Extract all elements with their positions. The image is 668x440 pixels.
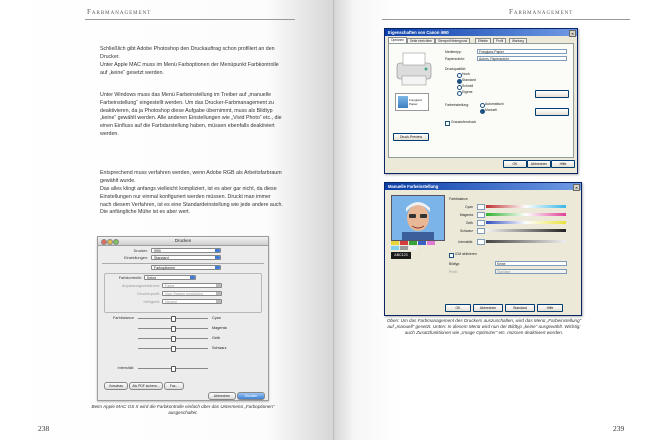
slider-label: Cyan	[212, 316, 221, 320]
media-select[interactable]: Fotoglanz Papier	[477, 49, 567, 54]
swatch-green	[409, 241, 417, 245]
sample-photo	[391, 195, 445, 241]
channel-value-field[interactable]	[477, 204, 485, 210]
grayscale-checkbox[interactable]	[445, 121, 450, 126]
tab-maintenance[interactable]: Wartung	[509, 38, 527, 44]
save-as-pdf-button[interactable]: Als PDF sichern...	[129, 382, 163, 390]
magenta-slider-knob[interactable]	[171, 326, 176, 332]
right-page	[334, 0, 668, 440]
manual-color-dialog	[384, 182, 582, 316]
custom-settings-button[interactable]	[535, 90, 569, 98]
black-slider-knob[interactable]	[171, 346, 176, 352]
color-control-value: Keine	[147, 276, 157, 280]
header-rule	[382, 19, 630, 20]
paragraph-2: Unter Apple MAC muss im Menü Farboptionen der Menüpunkt Farbkontrolle auf „keine“ gesetzt werden.	[100, 62, 279, 76]
swatch-gray	[400, 246, 408, 250]
yellow-slider-knob[interactable]	[171, 336, 176, 342]
imagetype-label: Bildtyp:	[449, 262, 461, 266]
paragraph-3: Unter Windows muss das Menü Farbeinstellung im Treiber auf „manuelle Farbeinstellung“ eingestellt werden. Um das Drucker-Farbmanagement zu deaktivieren, da ja Photoshop diese Aufgabe übernimmt, muss als Bildtyp „keine“ gewählt werden. Alle anderen Einstellungen wie „Vivid Photo“ etc., die einen Einfluss auf die Farbdarstellung haben, müssen ebenfalls deaktiviert werden.	[100, 92, 282, 137]
channel-label: Schwarz	[459, 229, 473, 233]
slider-label: Magenta	[212, 326, 227, 330]
help-button[interactable]: Hilfe	[551, 160, 575, 168]
source-select[interactable]: Autom. Papierzufuhr	[477, 56, 567, 61]
sub-row-label: Anpassungsverfahren:	[122, 284, 160, 288]
media-card	[395, 93, 429, 111]
color-option: Manuell	[485, 108, 497, 112]
presets-value: Standard	[154, 256, 169, 260]
figure-caption: Beim Apple MAC OS X wird die Farbkontrolle einfach über das Untermenü „Farboptionen“ ausgeschaltet.	[91, 404, 275, 416]
chevron-down-icon	[215, 249, 220, 252]
balance-label: Farbbalance	[449, 197, 468, 201]
win-titlebar	[385, 29, 577, 36]
print-preview-button[interactable]: Druck-Preview	[393, 133, 429, 141]
chevron-down-icon	[215, 256, 220, 259]
chevron-down-icon	[190, 276, 195, 279]
quality-option: Hoch	[462, 72, 470, 76]
channel-label: Gelb	[465, 221, 473, 225]
cyan-slider-knob[interactable]	[171, 316, 176, 322]
tab-stamp[interactable]: Stempel/Hintergrund	[435, 38, 470, 44]
quality-option: Eigene	[462, 90, 473, 94]
profile-label: Profil:	[449, 270, 458, 274]
yellow-slider[interactable]	[486, 221, 566, 224]
print-button[interactable]: Drucken	[237, 392, 265, 400]
color-balance-label: Farbbalance	[112, 316, 134, 320]
close-icon[interactable]: ×	[569, 30, 576, 37]
header-rule	[85, 19, 295, 20]
mac-print-dialog	[97, 236, 269, 401]
channel-value-field[interactable]	[477, 228, 485, 234]
help-button[interactable]: Hilfe	[537, 304, 563, 312]
printer-value: i990	[154, 249, 161, 253]
swatch-white	[409, 246, 417, 250]
sub-row-value: Farbe	[165, 284, 175, 288]
intensity-slider[interactable]	[486, 240, 566, 243]
sub-row-value: Neutral	[165, 300, 177, 304]
tab-profile[interactable]: Profil	[493, 38, 506, 44]
win-title: Manuelle Farbeinstellung	[388, 184, 439, 189]
swatch-yellow	[391, 241, 399, 245]
swatch-magenta	[427, 241, 435, 245]
sub-row-select[interactable]	[162, 283, 222, 288]
zoom-dot-icon[interactable]	[113, 239, 119, 245]
fax-button[interactable]: Fax...	[164, 382, 184, 390]
win-title: Eigenschaften von Canon i990	[388, 30, 449, 35]
quality-option: Standard	[462, 78, 476, 82]
tab-options[interactable]: Optionen	[388, 37, 407, 44]
intensity-label: Intensität:	[117, 366, 134, 370]
page-number: 239	[613, 424, 625, 433]
media-label: Medientyp:	[445, 50, 462, 54]
paragraph-1: Schließlich gibt Adobe Photoshop den Druckauftrag schon profiliert an den Drucker.	[100, 46, 275, 60]
set-color-button[interactable]	[535, 108, 569, 116]
color-control-select[interactable]	[144, 275, 196, 280]
cancel-button[interactable]: Abbrechen	[208, 392, 236, 400]
page-number: 238	[38, 424, 50, 433]
presets-select[interactable]	[151, 255, 221, 260]
chevron-down-icon	[216, 300, 221, 303]
swatch-red	[400, 241, 408, 245]
ok-button[interactable]: OK	[445, 304, 471, 312]
swatch-blue	[418, 241, 426, 245]
quality-label: Druckqualität:	[445, 67, 466, 71]
portrait-sample-icon	[392, 196, 444, 240]
black-slider[interactable]	[486, 229, 566, 232]
channel-label: Magenta	[459, 213, 473, 217]
cyan-slider[interactable]	[486, 205, 566, 208]
channel-value-field[interactable]	[477, 212, 485, 218]
sub-row-select[interactable]	[162, 291, 222, 296]
printer-icon	[393, 49, 437, 89]
presets-label: Einstellungen:	[124, 256, 148, 260]
section-value: Farboptionen	[154, 266, 176, 270]
close-icon[interactable]: ×	[573, 184, 580, 191]
running-head: Farbmanagement	[87, 8, 152, 16]
icm-label: ICM aktivieren	[455, 252, 477, 256]
swatch-cyan	[391, 246, 399, 250]
photo-thumbnail-icon	[398, 96, 408, 108]
chevron-down-icon	[216, 292, 221, 295]
cancel-button[interactable]: Abbrechen	[527, 160, 551, 168]
sub-row-value: Vom System empfohlen	[165, 292, 203, 296]
intensity-value-field[interactable]	[477, 239, 485, 245]
grayscale-label: Graustufendruck	[451, 120, 477, 124]
win-titlebar	[385, 183, 581, 190]
paragraph-5: Das alles klingt anfangs vielleicht kompliziert, ist es aber gar nicht, da diese Einstellungen nur einmal konfiguriert werden müssen. Druckt man immer nach diesem Verfahren, ist es eine Standardeinstellung wie jede andere auch. Die anfängliche Mühe ist es aber wert.	[100, 186, 283, 216]
tab-effects[interactable]: Effekte	[475, 38, 491, 44]
magenta-slider[interactable]	[486, 213, 566, 216]
preview-button[interactable]: Vorschau	[104, 382, 128, 390]
intensity-slider-knob[interactable]	[171, 366, 176, 372]
sub-row-label: Helligkeit:	[143, 300, 160, 304]
mac-titlebar	[98, 237, 268, 246]
ok-button[interactable]: OK	[503, 160, 527, 168]
quality-option: Schnell	[462, 84, 474, 88]
printer-select[interactable]	[151, 248, 221, 253]
standard-button[interactable]: Standard	[505, 304, 535, 312]
section-select[interactable]	[151, 265, 221, 270]
separator	[102, 263, 264, 264]
color-option: Automatisch	[485, 102, 504, 106]
mac-dialog-title: Drucken	[174, 238, 192, 243]
tab-page-setup[interactable]: Seite einrichten	[407, 38, 435, 44]
icm-checkbox[interactable]	[449, 253, 454, 258]
sample-text: ABC123	[391, 252, 411, 259]
cancel-button[interactable]: Abbrechen	[473, 304, 503, 312]
imagetype-select[interactable]: Keine	[495, 261, 567, 266]
color-label: Farbeinstellung:	[445, 103, 470, 107]
paragraph-4: Entsprechend muss verfahren werden, wenn Adobe RGB als Arbeitsfarbraum gewählt wurde.	[100, 170, 282, 184]
sub-row-select[interactable]	[162, 299, 222, 304]
printer-properties-dialog	[384, 28, 578, 174]
printer-label: Drucker:	[133, 249, 148, 253]
profile-select[interactable]: Standard	[495, 269, 567, 274]
slider-label: Gelb	[212, 336, 221, 340]
intensity-label: Intensität:	[458, 240, 473, 244]
channel-value-field[interactable]	[477, 220, 485, 226]
chevron-down-icon	[215, 266, 220, 269]
source-label: Papierzufuhr:	[445, 57, 466, 61]
running-head: Farbmanagement	[509, 8, 574, 16]
chevron-down-icon	[216, 284, 221, 287]
channel-label: Cyan	[465, 205, 473, 209]
color-control-label: Farbkontrolle:	[118, 276, 142, 280]
media-card-label: Fotoglanz Papier	[409, 98, 423, 106]
figure-caption: Oben: Um das Farbmanagement des Druckers auszuschalten, wird das Menü „Farbeinstellung“ auf „manuell“ gesetzt. Unten: In diesem Menü wird nun der Bildtyp „keine“ ausgewählt. Wichtig: auch Zusatzfunktionen wie „Image Optimizer“ etc. müssen deaktiviert werden.	[386, 318, 582, 336]
sub-row-label: Druckerprofil:	[137, 292, 160, 296]
slider-label: Schwarz	[212, 346, 227, 350]
